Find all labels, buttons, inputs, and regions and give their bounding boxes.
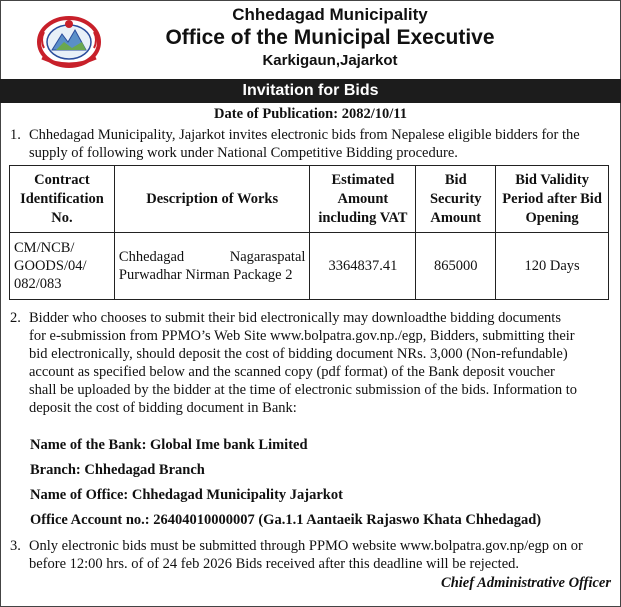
bank-name: Name of the Bank: Global Ime bank Limited	[30, 437, 308, 453]
paragraph-2-line-3: bid electronically, should deposit the cost of bidding document NRs. 3,000 (Non-refundable)	[29, 346, 568, 362]
paragraph-3-line-1: 3. Only electronic bids must be submitted through PPMO website www.bolpatra.gov.np/egp on or	[10, 538, 583, 554]
notice-banner: Invitation for Bids	[0, 79, 621, 103]
office-address: Karkigaun,Jajarkot	[262, 52, 398, 69]
paragraph-2-line-5: shall be uploaded by the bidder at the time of electronic submission of the bids. Information to	[29, 382, 578, 398]
paragraph-2-line-4: account as specified below and the scanned copy (pdf format) of the Bank deposit voucher	[29, 364, 555, 380]
bank-office: Name of Office: Chhedagad Municipality Jajarkot	[30, 487, 343, 503]
cell-description: Chhedagad Nagaraspatal Purwadhar Nirman Package 2	[114, 233, 310, 300]
paragraph-3	[10, 537, 610, 573]
paragraph-1-line-1: 1. Chhedagad Municipality, Jajarkot invites electronic bids from Nepalese eligible bidders for the	[10, 127, 580, 143]
bank-account: Office Account no.: 26404010000007 (Ga.1.1 Aantaeik Rajaswo Khata Chhedagad)	[30, 512, 542, 528]
paragraph-2-line-6: deposit the cost of bidding document in Bank:	[29, 400, 297, 416]
cell-validity: 120 Days	[496, 233, 609, 300]
table-row	[10, 233, 609, 300]
bid-table	[9, 165, 609, 300]
cell-estimated-amount: 3364837.41	[310, 233, 416, 300]
paragraph-2	[10, 309, 610, 417]
col-bid-validity: Bid Validity Period after Bid Opening	[496, 166, 609, 233]
col-contract-id: Contract Identification No.	[10, 166, 115, 233]
col-bid-security: Bid Security Amount	[416, 166, 496, 233]
table-header-row	[10, 166, 609, 233]
paragraph-3-line-2: before 12:00 hrs. of of 24 feb 2026 Bids received after this deadline will be rejected.	[29, 556, 520, 572]
bank-branch: Branch: Chhedagad Branch	[30, 462, 205, 478]
col-description: Description of Works	[114, 166, 310, 233]
nepal-emblem-icon	[34, 12, 104, 68]
cell-contract-id: CM/NCB/ GOODS/04/ 082/083	[10, 233, 115, 300]
org-name: Chhedagad Municipality	[232, 5, 428, 24]
paragraph-1-line-2: supply of following work under National Competitive Bidding procedure.	[29, 145, 458, 161]
col-estimated-amount: Estimated Amount including VAT	[310, 166, 416, 233]
signature: Chief Administrative Officer	[441, 575, 611, 591]
publication-date: Date of Publication: 2082/10/11	[214, 106, 407, 122]
paragraph-1	[10, 126, 610, 162]
cell-bid-security: 865000	[416, 233, 496, 300]
paragraph-2-line-2: for e-submission from PPMO’s Web Site www.bolpatra.gov.np./egp, Bidders, submitting their	[29, 328, 575, 344]
paragraph-2-line-1: 2. Bidder who chooses to submit their bid electronically may downloadthe bidding documents	[10, 310, 561, 326]
office-title: Office of the Municipal Executive	[165, 26, 495, 49]
